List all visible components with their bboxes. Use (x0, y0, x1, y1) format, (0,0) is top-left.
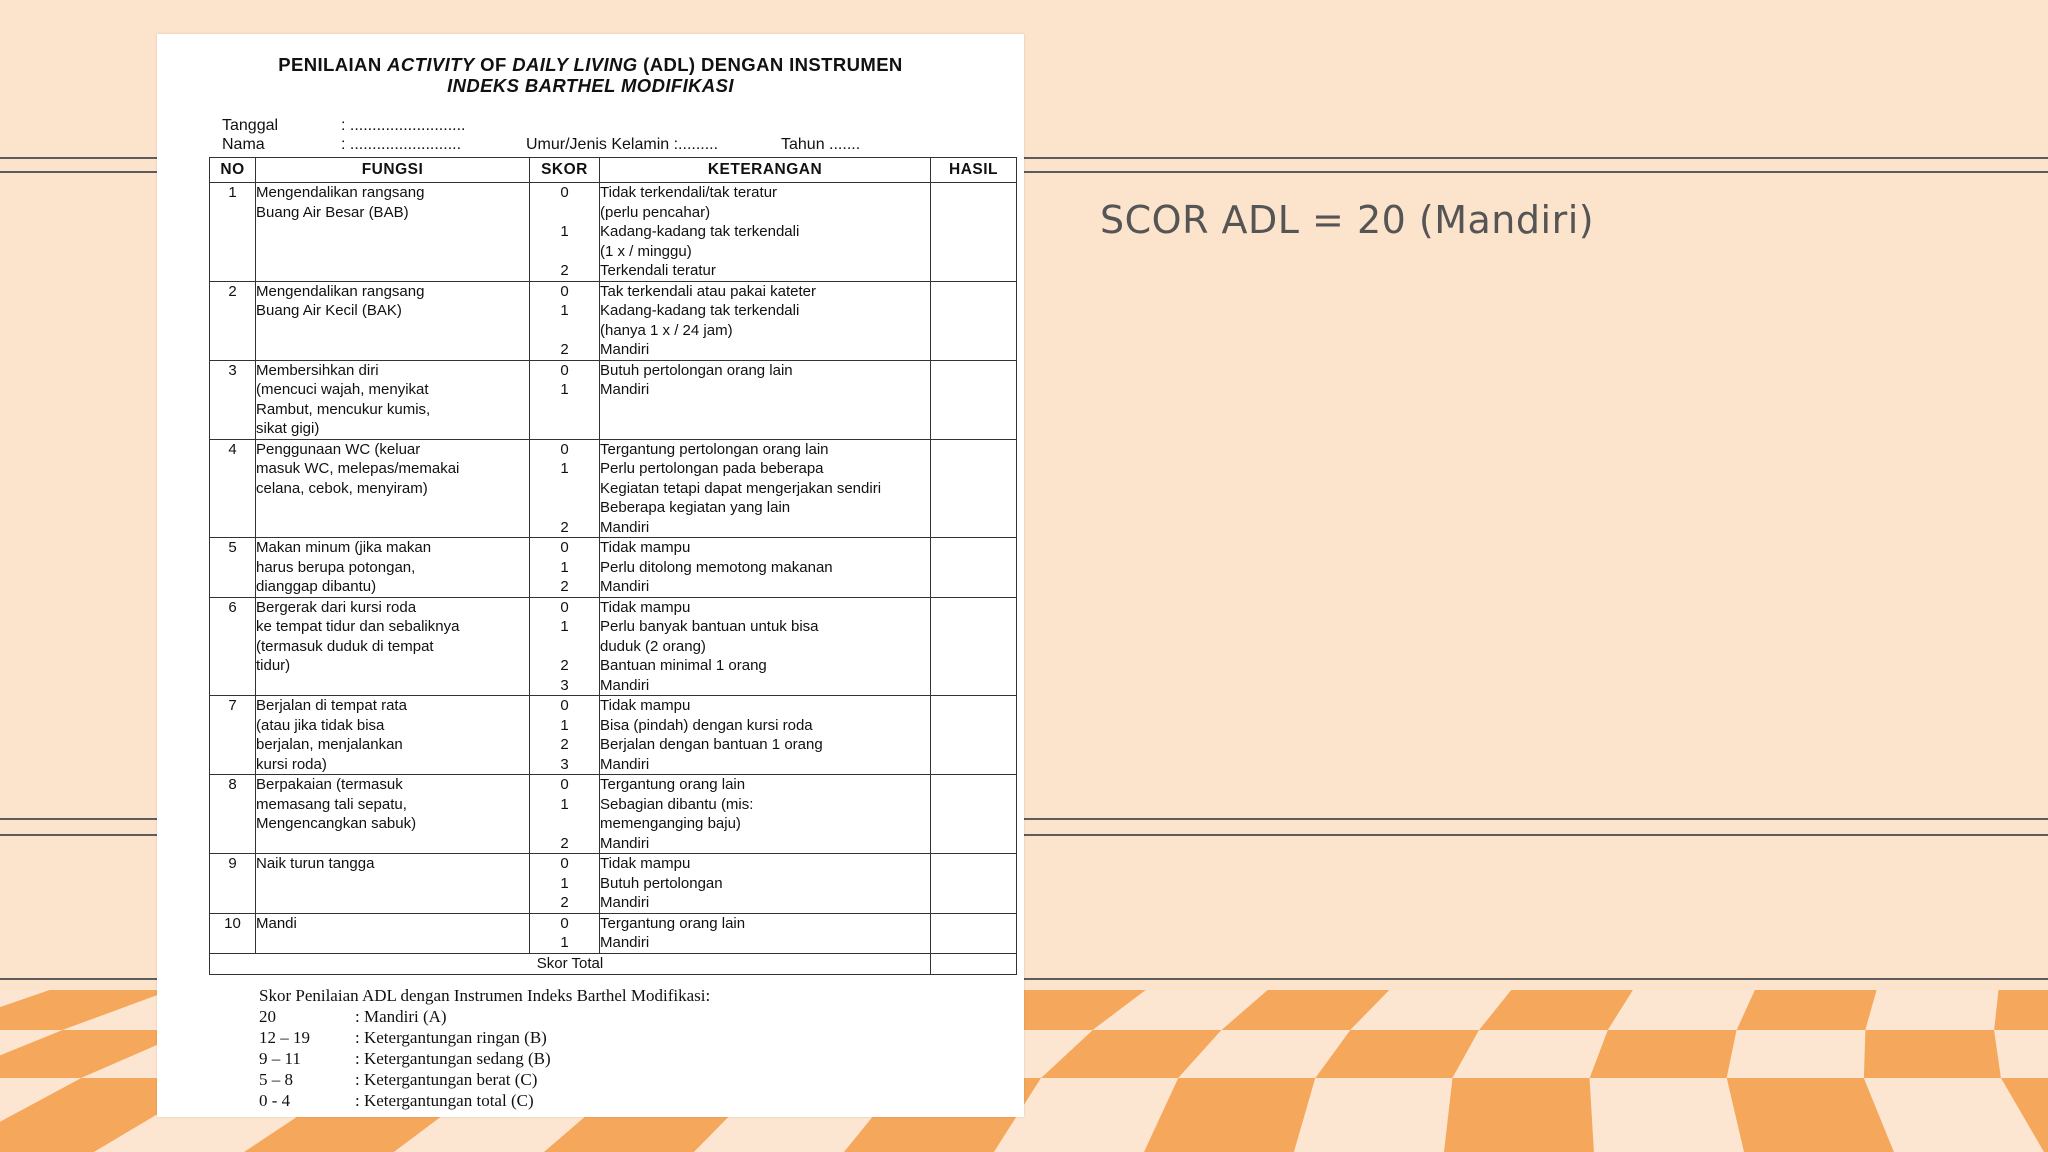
legend-row (259, 1069, 710, 1090)
skor-value (530, 242, 599, 262)
umur-label: Umur/Jenis Kelamin :......... (526, 136, 719, 153)
table-row (210, 854, 1017, 914)
fungsi-line: Mandi (256, 914, 297, 932)
fungsi-cell (256, 281, 530, 360)
skor-value: 1 (560, 460, 569, 477)
skor-value: 2 (560, 894, 569, 911)
fungsi-cell (256, 696, 530, 775)
legend-range: 9 – 11 (259, 1049, 301, 1068)
skor-value: 0 (560, 282, 569, 300)
table-row (210, 913, 1017, 953)
tanggal-value: : .......................... (341, 117, 466, 134)
table-row (210, 439, 1017, 538)
skor-value: 2 (560, 518, 569, 536)
skor-cell (530, 281, 600, 360)
floor-tile (1590, 1030, 1737, 1078)
row-number: 3 (210, 360, 256, 439)
table-header-row (210, 158, 1017, 183)
keterangan-line (600, 419, 930, 439)
skor-value: 1 (560, 558, 569, 576)
skor-value: 3 (560, 755, 569, 773)
fungsi-line: Mengendalikan rangsang (256, 184, 425, 201)
keterangan-line: Berjalan dengan bantuan 1 orang (600, 736, 823, 753)
hasil-cell (931, 183, 1017, 282)
row-number: 2 (210, 281, 256, 360)
floor-tile (1444, 1078, 1594, 1152)
keterangan-line: Sebagian dibantu (mis: (600, 795, 754, 813)
fungsi-line: (termasuk duduk di tempat (256, 637, 434, 655)
hasil-cell (931, 775, 1017, 854)
fungsi-cell (256, 854, 530, 914)
keterangan-line: Mandiri (600, 341, 650, 358)
skor-value (530, 419, 599, 439)
keterangan-line: Tidak terkendali/tak teratur (600, 184, 778, 201)
fungsi-line: Mengendalikan rangsang (256, 282, 425, 300)
keterangan-cell (600, 775, 931, 854)
header-skor: SKOR (530, 158, 600, 183)
fungsi-line: (atau jika tidak bisa (256, 716, 385, 734)
skor-cell (530, 597, 600, 696)
table-row (210, 360, 1017, 439)
skor-value (530, 814, 599, 834)
keterangan-line: Kegiatan tetapi dapat mengerjakan sendiri (600, 479, 882, 497)
fungsi-line: berjalan, menjalankan (256, 736, 403, 753)
skor-value (530, 637, 599, 657)
floor-tile (1737, 990, 1877, 1030)
fungsi-cell (256, 597, 530, 696)
skor-value: 3 (560, 676, 569, 694)
fungsi-line: Berpakaian (termasuk (256, 776, 403, 793)
floor-tile (1864, 1030, 2001, 1078)
keterangan-line: Tidak mampu (600, 539, 691, 556)
adl-table (209, 157, 1017, 975)
skor-value: 1 (560, 381, 569, 398)
keterangan-line: Mandiri (600, 676, 650, 694)
skor-value: 0 (560, 539, 569, 556)
fungsi-line: memasang tali sepatu, (256, 795, 407, 813)
keterangan-line: (1 x / minggu) (600, 242, 692, 260)
skor-value: 1 (560, 302, 569, 319)
keterangan-line: Butuh pertolongan (600, 874, 723, 892)
fungsi-cell (256, 538, 530, 598)
floor-tile (1994, 1030, 2048, 1078)
skor-value: 2 (560, 657, 569, 674)
fungsi-line: Buang Air Kecil (BAK) (256, 302, 402, 319)
skor-value: 0 (560, 697, 569, 714)
table-row (210, 183, 1017, 282)
skor-value: 2 (560, 578, 569, 595)
total-label: Skor Total (210, 953, 931, 974)
fungsi-cell (256, 183, 530, 282)
row-number: 6 (210, 597, 256, 696)
total-value-cell (931, 953, 1017, 974)
skor-value: 0 (560, 440, 569, 458)
fungsi-line: (mencuci wajah, menyikat (256, 381, 429, 398)
legend-description: : Ketergantungan sedang (B) (355, 1049, 551, 1068)
keterangan-line (600, 400, 930, 420)
fungsi-line: Berjalan di tempat rata (256, 697, 407, 714)
keterangan-cell (600, 538, 931, 598)
legend-range: 12 – 19 (259, 1028, 310, 1047)
skor-value (530, 203, 599, 223)
row-number: 4 (210, 439, 256, 538)
skor-value: 0 (560, 855, 569, 872)
skor-value: 2 (560, 262, 569, 279)
legend-description: : Ketergantungan berat (C) (355, 1070, 538, 1089)
skor-value: 2 (560, 341, 569, 358)
keterangan-line: Tidak mampu (600, 697, 691, 714)
skor-cell (530, 538, 600, 598)
keterangan-cell (600, 854, 931, 914)
keterangan-line: Perlu pertolongan pada beberapa (600, 460, 824, 477)
row-number: 8 (210, 775, 256, 854)
fungsi-line: Mengencangkan sabuk) (256, 815, 417, 832)
hasil-cell (931, 439, 1017, 538)
skor-value (530, 321, 599, 341)
skor-value: 0 (560, 914, 569, 932)
header-no: NO (210, 158, 256, 183)
legend-row (259, 1006, 710, 1027)
hasil-cell (931, 696, 1017, 775)
keterangan-cell (600, 439, 931, 538)
fungsi-cell (256, 775, 530, 854)
document-title: PENILAIAN ACTIVITY OF DAILY LIVING (ADL) DENGAN INSTRUMEN INDEKS BARTHEL MODIFIKASI (278, 54, 903, 96)
skor-value: 1 (560, 716, 569, 734)
keterangan-line: Terkendali teratur (600, 262, 716, 279)
skor-value: 2 (560, 834, 569, 852)
total-row (210, 953, 1017, 974)
floor-tile (1994, 990, 2048, 1030)
keterangan-line: Mandiri (600, 894, 650, 911)
tanggal-label: Tanggal (222, 117, 279, 134)
fungsi-line: Membersihkan diri (256, 361, 379, 379)
keterangan-cell (600, 597, 931, 696)
nama-label: Nama (222, 136, 265, 153)
skor-cell (530, 696, 600, 775)
fungsi-cell (256, 439, 530, 538)
legend-row (259, 1048, 710, 1069)
keterangan-line: Bisa (pindah) dengan kursi roda (600, 716, 813, 734)
skor-value: 1 (560, 934, 569, 951)
keterangan-line: Kadang-kadang tak terkendali (600, 223, 800, 240)
skor-cell (530, 439, 600, 538)
keterangan-line: Mandiri (600, 381, 650, 398)
keterangan-cell (600, 360, 931, 439)
skor-value (530, 400, 599, 420)
skor-value: 1 (560, 874, 569, 892)
fungsi-cell (256, 913, 530, 953)
skor-value: 0 (560, 184, 569, 201)
legend-description: : Mandiri (A) (355, 1007, 447, 1026)
legend-row (259, 1090, 710, 1111)
row-number: 1 (210, 183, 256, 282)
keterangan-line: Bantuan minimal 1 orang (600, 657, 767, 674)
fungsi-line: dianggap dibantu) (256, 578, 377, 595)
fungsi-line: harus berupa potongan, (256, 558, 416, 576)
header-keterangan: KETERANGAN (600, 158, 931, 183)
fungsi-line: ke tempat tidur dan sebaliknya (256, 618, 460, 635)
fungsi-line: kursi roda) (256, 755, 327, 773)
fungsi-line: tidur) (256, 657, 291, 674)
table-row (210, 281, 1017, 360)
skor-value: 1 (560, 618, 569, 635)
fungsi-line: Bergerak dari kursi roda (256, 598, 417, 616)
floor-tile (1865, 990, 1998, 1030)
fungsi-cell (256, 360, 530, 439)
keterangan-cell (600, 281, 931, 360)
header-hasil: HASIL (931, 158, 1017, 183)
keterangan-line: Tergantung orang lain (600, 776, 746, 793)
skor-value (530, 479, 599, 499)
hasil-cell (931, 913, 1017, 953)
hasil-cell (931, 854, 1017, 914)
keterangan-line: duduk (2 orang) (600, 637, 706, 655)
header-fungsi: FUNGSI (256, 158, 530, 183)
fungsi-line: Buang Air Besar (BAB) (256, 203, 409, 221)
legend-range: 0 - 4 (259, 1091, 291, 1110)
skor-value: 1 (560, 795, 569, 813)
keterangan-line: Perlu ditolong memotong makanan (600, 558, 833, 576)
table-row (210, 538, 1017, 598)
keterangan-line: Perlu banyak bantuan untuk bisa (600, 618, 819, 635)
fungsi-line: Naik turun tangga (256, 855, 375, 872)
tahun-label: Tahun ....... (781, 136, 861, 153)
fungsi-line: celana, cebok, menyiram) (256, 479, 428, 497)
skor-value: 0 (560, 598, 569, 616)
legend-range: 20 (259, 1007, 276, 1026)
fungsi-line: Rambut, mencukur kumis, (256, 400, 431, 418)
keterangan-line: Mandiri (600, 834, 650, 852)
keterangan-cell (600, 696, 931, 775)
skor-value (530, 498, 599, 518)
skor-value: 2 (560, 736, 569, 753)
floor-tile (1294, 1078, 1452, 1152)
keterangan-line: Mandiri (600, 934, 650, 951)
row-number: 5 (210, 538, 256, 598)
skor-cell (530, 360, 600, 439)
hasil-cell (931, 597, 1017, 696)
skor-cell (530, 775, 600, 854)
keterangan-line: Butuh pertolongan orang lain (600, 361, 793, 379)
keterangan-line: Tidak mampu (600, 855, 691, 872)
keterangan-line: Mandiri (600, 755, 650, 773)
table-row (210, 775, 1017, 854)
floor-tile (1608, 990, 1755, 1030)
floor-tile (1590, 1078, 1744, 1152)
row-number: 10 (210, 913, 256, 953)
keterangan-line: (perlu pencahar) (600, 203, 711, 221)
fungsi-line: Penggunaan WC (keluar (256, 440, 421, 458)
keterangan-line: Tergantung pertolongan orang lain (600, 440, 829, 458)
hasil-cell (931, 281, 1017, 360)
keterangan-line: Beberapa kegiatan yang lain (600, 499, 791, 516)
keterangan-line: Mandiri (600, 578, 650, 595)
skor-cell (530, 854, 600, 914)
floor-tile (1727, 1030, 1866, 1078)
keterangan-cell (600, 913, 931, 953)
fungsi-line: sikat gigi) (256, 420, 320, 437)
keterangan-line: Tergantung orang lain (600, 914, 746, 932)
skor-cell (530, 913, 600, 953)
hasil-cell (931, 360, 1017, 439)
table-row (210, 696, 1017, 775)
keterangan-cell (600, 183, 931, 282)
score-legend (259, 985, 710, 1111)
legend-description: : Ketergantungan total (C) (355, 1091, 534, 1110)
skor-cell (530, 183, 600, 282)
legend-row (259, 1027, 710, 1048)
keterangan-line: Kadang-kadang tak terkendali (600, 302, 800, 319)
keterangan-line: Tidak mampu (600, 598, 691, 616)
adl-document (157, 34, 1024, 1117)
skor-value: 0 (560, 776, 569, 793)
fungsi-line: Makan minum (jika makan (256, 539, 432, 556)
document-subtitle: INDEKS BARTHEL MODIFIKASI (447, 75, 734, 96)
legend-range: 5 – 8 (259, 1070, 293, 1089)
row-number: 7 (210, 696, 256, 775)
keterangan-line: (hanya 1 x / 24 jam) (600, 321, 733, 339)
keterangan-line: Tak terkendali atau pakai kateter (600, 282, 816, 300)
keterangan-line: memenganging baju) (600, 815, 741, 832)
nama-value: : ......................... (341, 136, 462, 153)
skor-value: 1 (560, 223, 569, 240)
score-summary: SCOR ADL = 20 (Mandiri) (1100, 198, 1595, 242)
floor-tile (1452, 1030, 1607, 1078)
skor-value: 0 (560, 361, 569, 379)
fungsi-line: masuk WC, melepas/memakai (256, 460, 460, 477)
row-number: 9 (210, 854, 256, 914)
hasil-cell (931, 538, 1017, 598)
legend-description: : Ketergantungan ringan (B) (355, 1028, 547, 1047)
legend-title: Skor Penilaian ADL dengan Instrumen Indeks Barthel Modifikasi: (259, 986, 711, 1005)
table-row (210, 597, 1017, 696)
keterangan-line: Mandiri (600, 518, 650, 536)
